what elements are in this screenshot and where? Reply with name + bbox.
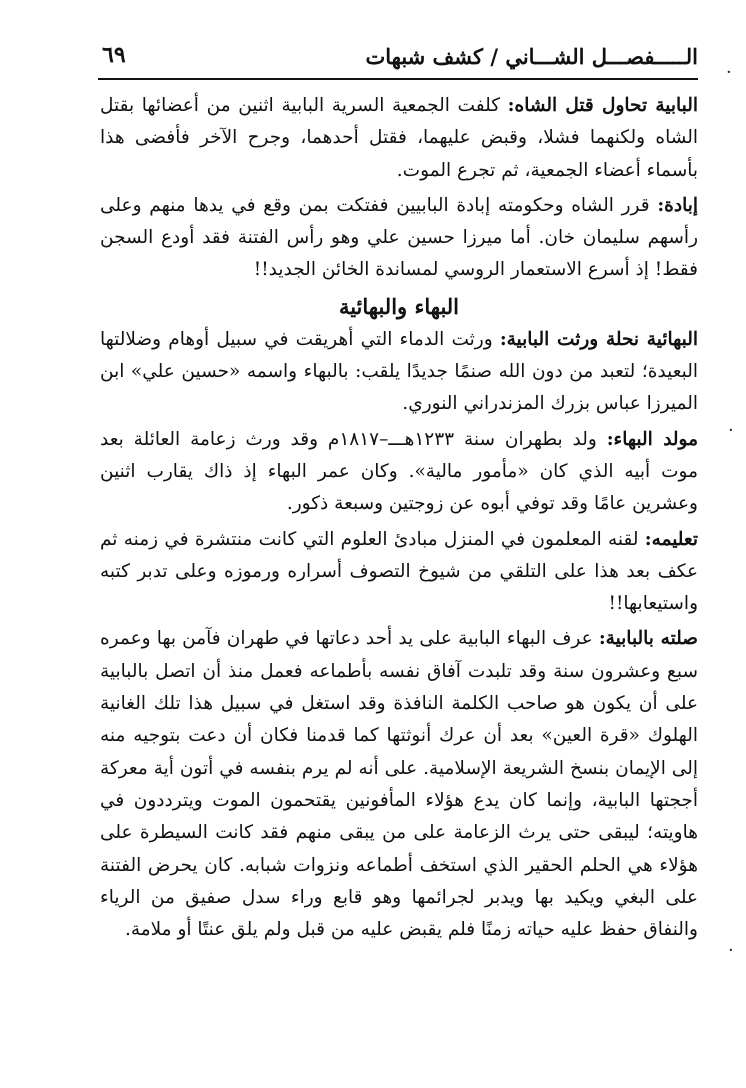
paragraph-bahaism-inherits <box>100 324 698 421</box>
paragraph-text: كلفت الجمعية السرية البابية اثنين من أعضائها بقتل الشاه ولكنهما فشلا، وقبض عليهما، فقتل أحدهما، وجرح الآخر فأفضى هذا بأسماء أعضاء الجمعية، ثم تجرع الموت. <box>100 95 698 181</box>
paragraph-lead: إبادة: <box>657 194 698 216</box>
paragraph-lead: البابية تحاول قتل الشاه: <box>507 95 698 116</box>
paragraph-education <box>100 524 698 621</box>
paragraph-extermination <box>100 190 698 287</box>
paragraph-lead: البهائية نحلة ورثت البابية: <box>499 328 698 350</box>
paragraph-birth <box>100 424 698 521</box>
paragraph-text: ولد بطهران سنة ١٢٣٣هـــ–١٨١٧م وقد ورث زعامة العائلة بعد موت أبيه الذي كان «مأمور مالية». وكان عمر البهاء إذ ذاك يقارب اثنين وعشرين عامًا وقد توفي أبوه عن زوجتين وسبعة ذكور. <box>100 428 698 515</box>
paragraph-text: عرف البهاء البابية على يد أحد دعاتها في طهران فآمن بها وعمره سبع وعشرون سنة وقد تلبدت آفاق نفسه بأطماعه فعمل منذ أن اتصل بالبابية على أن يكون هو صاحب الكلمة النافذة وقد استغل في سبيل هذا تلك الغانية الهلوك «قرة العين» بعد أن عرك أنوثتها كما قدمنا فكان أن دعت بتوجيه منه إلى الإيمان بنسخ الشريعة الإسلامية. على أنه لم يرم بنفسه في أتون أية معركة أججتها البابية، وإنما كان يدع هؤلاء المأفونين يقتحمون الموت ويترددون في هاويته؛ ليبقى حتى يرث الزعامة على من يبقى منهم فقد كانت السيطرة على هؤلاء هي الحلم الحقير الذي استخف أطماعه ونزوات شبابه. كان يحرض الفتنة على البغي ويكيد بها ويدبر لجرائمها وهو قابع وراء سدل صفيق من الرياء والنفاق حفظ عليه حياته زمنًا فلم يقبض عليه من قبل ولم يلق عنتًا أو ملامة. <box>100 628 698 941</box>
scan-mark: · <box>728 940 734 961</box>
paragraph-assassination-attempt <box>100 90 698 187</box>
header-divider <box>98 78 698 80</box>
paragraph-text: ورثت الدماء التي أهريقت في سبيل أوهام وضلالتها البعيدة؛ لتعبد من دون الله صنمًا جديدًا يلقب: بالبهاء واسمه «حسين علي» ابن الميرزا عباس بزرك المزندراني النوري. <box>100 328 698 415</box>
chapter-title: الـــــفصـــل الشـــاني / كشف شبهات <box>365 44 698 69</box>
paragraph-lead: مولد البهاء: <box>606 428 699 450</box>
paragraph-lead: تعليمه: <box>644 528 698 550</box>
page-header <box>98 40 698 74</box>
scan-mark: · <box>726 62 732 83</box>
paragraph-lead: صلته بالبابية: <box>598 628 698 650</box>
paragraph-text: قرر الشاه وحكومته إبادة البابيين ففتكت بمن وقع في يدها منهم وعلى رأسهم سليمان خان. أما ميرزا حسين علي وهو رأس الفتنة فقد أودع السجن فقط! إذ أسرع الاستعمار الروسي لمساندة الخائن الجديد!! <box>100 194 698 281</box>
paragraph-text: لقنه المعلمون في المنزل مبادئ العلوم التي كانت منتشرة في زمنه ثم عكف بعد هذا على التلقي من شيوخ التصوف أسراره ورموزه وعلى تدبر كتبه واستيعابها!! <box>100 528 698 615</box>
paragraph-connection-babism <box>100 623 698 946</box>
scan-mark: · <box>728 420 734 441</box>
section-heading: البهاء والبهائية <box>338 293 460 319</box>
body-text <box>100 90 698 949</box>
page-number: ٦٩ <box>102 42 126 68</box>
